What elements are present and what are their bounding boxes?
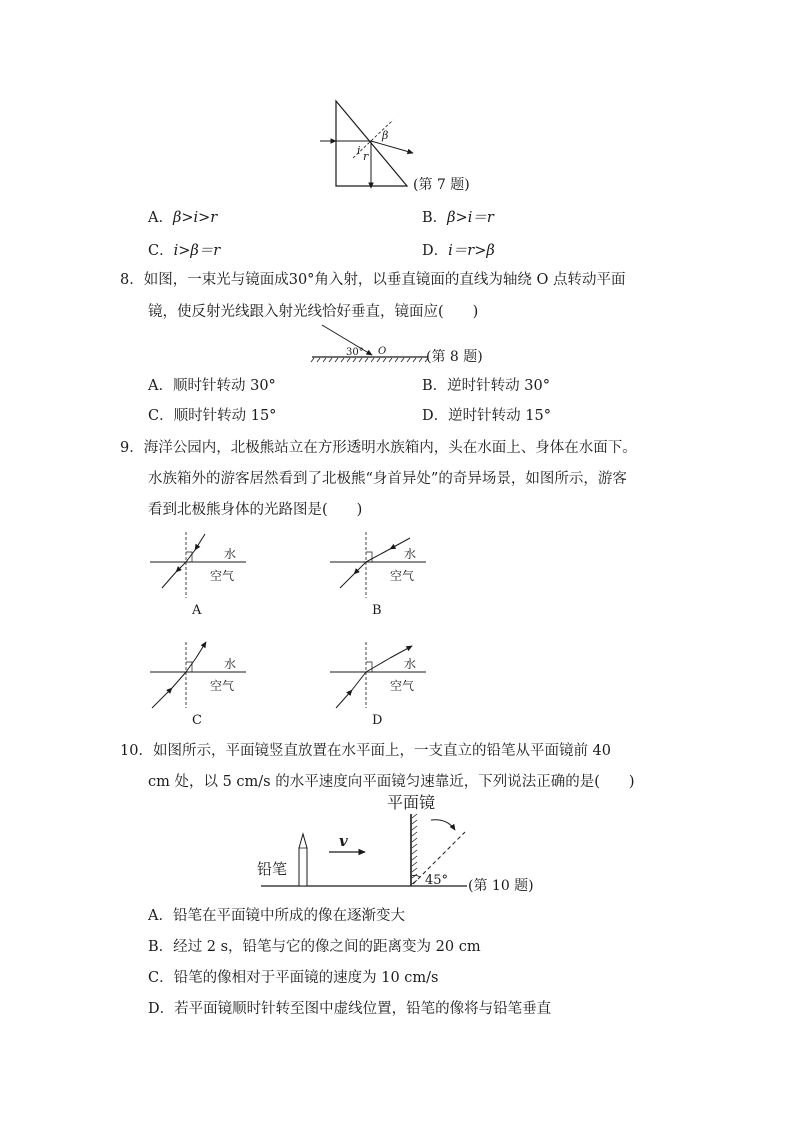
- q7-label-beta: β: [382, 129, 389, 142]
- q9-b-water: 水: [404, 547, 417, 561]
- q7-option-d: D．i＝r>β: [422, 243, 495, 259]
- q9-stem-line-3: 看到北极熊身体的光路图是( ): [148, 502, 363, 518]
- q9-a-label: A: [192, 603, 202, 618]
- q8-caption: (第 8 题): [426, 349, 483, 365]
- q8-angle-label: 30°: [346, 347, 364, 358]
- q9-stem-line-1: 9．海洋公园内，北极熊站立在方形透明水族箱内，头在水面上、身体在水面下。: [120, 440, 637, 456]
- q9-stem-line-2: 水族箱外的游客居然看到了北极熊“身首异处”的奇异场景，如图所示，游客: [148, 471, 627, 487]
- q9-c-label: C: [192, 713, 202, 728]
- q9-a-air: 空气: [210, 569, 235, 583]
- q8-option-d: D．逆时针转动 15°: [422, 408, 551, 424]
- q8-option-a: A．顺时针转动 30°: [148, 378, 276, 394]
- q9-c-air: 空气: [210, 679, 235, 693]
- q9-c-water: 水: [224, 657, 237, 671]
- q9-diagram-b: [328, 528, 428, 618]
- q9-d-label: D: [372, 713, 383, 728]
- q10-mirror-label: 平面镜: [387, 793, 436, 812]
- q7-option-b: B．β>i＝r: [422, 210, 494, 226]
- q9-d-air: 空气: [390, 679, 415, 693]
- q9-b-air: 空气: [390, 569, 415, 583]
- q10-option-a: A．铅笔在平面镜中所成的像在逐渐变大: [148, 908, 405, 924]
- q10-angle-label: 45°: [425, 873, 449, 888]
- q9-a-water: 水: [224, 547, 237, 561]
- q7-caption: (第 7 题): [413, 177, 470, 193]
- q10-pencil-label: 铅笔: [257, 860, 288, 878]
- q10-option-b: B．经过 2 s，铅笔与它的像之间的距离变为 20 cm: [148, 939, 481, 955]
- q8-mirror-figure: [310, 322, 430, 364]
- q7-label-i: i: [357, 144, 361, 157]
- q8-option-c: C．顺时针转动 15°: [148, 408, 277, 424]
- q8-option-b: B．逆时针转动 30°: [422, 378, 550, 394]
- q10-option-d: D．若平面镜顺时针转至图中虚线位置，铅笔的像将与铅笔垂直: [148, 1001, 552, 1017]
- q9-diagram-c: [148, 638, 248, 728]
- q10-stem-line-1: 10．如图所示，平面镜竖直放置在水平面上，一支直立的铅笔从平面镜前 40: [120, 743, 612, 759]
- q10-figure: [255, 793, 475, 896]
- q9-b-label: B: [372, 603, 382, 618]
- q7-prism-figure: [315, 98, 425, 193]
- q8-stem-line-2: 镜，使反射光线跟入射光线恰好垂直，镜面应( ): [148, 304, 479, 320]
- q10-caption: (第 10 题): [468, 878, 534, 894]
- q10-stem-line-2: cm 处，以 5 cm/s 的水平速度向平面镜匀速靠近，下列说法正确的是( ): [148, 774, 635, 790]
- q9-d-water: 水: [404, 657, 417, 671]
- q7-option-c: C．i>β＝r: [148, 243, 221, 259]
- q7-label-r: r: [363, 150, 369, 163]
- q10-option-c: C．铅笔的像相对于平面镜的速度为 10 cm/s: [148, 970, 439, 986]
- q8-stem-line-1: 8．如图，一束光与镜面成30°角入射，以垂直镜面的直线为轴绕 O 点转动平面: [120, 272, 626, 288]
- q7-option-a: A．β>i>r: [148, 210, 218, 226]
- q9-diagram-d: [328, 638, 428, 728]
- q9-diagram-a: [148, 528, 248, 618]
- q10-velocity-label: v: [339, 832, 348, 850]
- q8-point-o: O: [378, 346, 387, 357]
